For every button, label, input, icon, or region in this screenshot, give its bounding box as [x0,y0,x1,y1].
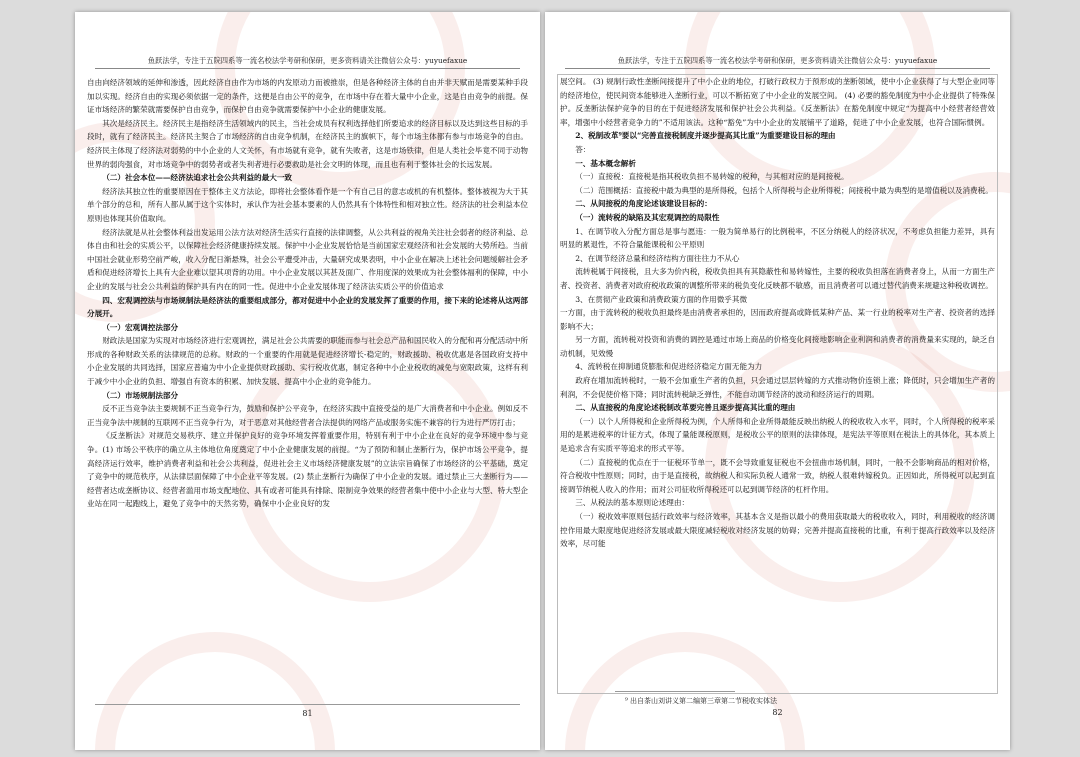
paragraph: 经济法就是从社会整体利益出发运用公法方法对经济生活实行直接的法律调整，从公共利益的视角关注社会弱者的经济利益、总体自由和社会的实质公平，以保障社会经济健康持续发展。保护中小企业发展恰恰是当前国家宏观经济和社会发展的大势所趋。当前中国社会就业形势空前严峻，收入分配日渐悬殊，社会公平遭受冲击，大量研究成果表明，中小企业在解决上述社会问题缓解社会矛盾和促进经济增长上具有大企业难以望其项背的功用。中小企业发展以其甚及面广、作用度深的效果成为社会整体福利的保障，中小企业的发展与社会公共利益的保护具有内在的同一性。促进中小企业发展体现了经济法实质公平的价值追求 [87,227,528,291]
paragraph: 一、基本概念解析 [575,158,636,168]
paragraph: 1、在调节收入分配方面总是事与愿违：一般为简单易行的比例税率，不区分纳税人的经济状况，不考虑负担能力差异，具有明显的累退性，不符合量能课税和公平原则 [560,226,995,250]
paragraph: （一）以个人所得税和企业所得税为例，个人所得和企业所得最能反映出纳税人的税收收入水平，同时，个人所得税的税率采用的是累进税率的计征方式，体现了量能课税原则，是税收公平的原则的法律体现，是宪法平等原则在税法上的具体化，其本质上是追求含有实质平等追求的形式平等。 [560,416,995,454]
page-body [87,76,528,694]
paragraph: （一）宏观调控法部分 [102,322,179,332]
paragraph: 3、在贯彻产业政策和消费政策方面的作用微乎其微 [575,294,748,304]
footnote: ⁹ 出自茶山刘讲义第二编第三章第二节税收实体法 [625,697,778,705]
paragraph: （一）直接税：直接税是指其税收负担不易转嫁的税种，与其相对应的是间接税。 [575,172,849,182]
page-header: 鱼跃法学，专注于五院四系等一流名校法学考研和保研，更多资料请关注微信公众号：yuyuefaxue [147,56,468,65]
footnote-rule [615,691,735,692]
page-number: 82 [772,708,783,717]
paragraph: （二）社会本位——经济法追求社会公共利益的最大一致 [102,173,293,183]
page-header: 鱼跃法学，专注于五院四系等一流名校法学考研和保研，更多资料请关注微信公众号：yuyuefaxue [617,56,938,65]
paragraph: （一）税收效率原则包括行政效率与经济效率，其基本含义是指以最小的费用获取最大的税收收入，同时，利用税收的经济调控作用最大限度地促进经济发展或最大限度减轻税收对经济发展的妨碍；完善并提高直接税的比重，有利于提高行政效率以及经济效率，尽可能 [560,512,995,549]
paragraph: 2、税制改革⁹要以“完善直接税制度并逐步提高其比重”为重要建设目标的理由 [575,131,836,141]
paragraph: 4、流转税在抑制通货膨胀和促进经济稳定方面无能为力 [575,362,763,372]
page-body [557,74,998,694]
paragraph: 流转税属于间接税，且大多为价内税，税收负担具有其隐蔽性和易转嫁性，主要的税收负担落在消费者身上，从而一方面生产者、投资者、消费者对政府税收政策的调整所带来的税负变化反映都不敏感，而且消费者可以通过替代消费来规避这种税收调控。 [560,267,995,290]
paragraph: 三、从税法的基本原则论述理由： [575,498,690,508]
paragraph: 《反垄断法》对规范交易秩序、建立并保护良好的竞争环境发挥着重要作用，特别有利于中小企业在良好的竞争环境中参与竞争。(1) 市场公平秩序的确立从主体地位角度奠定了中小企业健康发展的前提。“为了预防和制止垄断行为，保护市场公平竞争，提高经济运行效率，维护消费者利益和社会公共利益，促进社会主义市场经济健康发展”的立法宗旨确保了市场经济的公平基础，奠定了竞争中的规范秩序，从法律层面保障了中小企业平等发展。(2) 禁止垄断行为确保了中小企业的发展。通过禁止三大垄断行为——经营者达成垄断协议、经营者滥用市场支配地位、具有或者可能具有排除、限制竞争效果的经营者集中使中小企业与大型、特大型企业站在同一起跑线上，避免了竞争中的天然劣势，确保中小企业良好的发 [87,431,528,509]
paragraph: 其次是经济民主。经济民主是指经济生活领域内的民主，当社会成员有权利选择他们所要追求的经济目标以及达到这些目标的手段时，就有了经济民主。经济民主契合了市场经济的自由竞争机制，在经济民主的旗帜下，每个市场主体都有参与市场竞争的自由。经济民主体现了经济法对弱势的中小企业的人文关怀，有市场就有竞争，就有失败者，这是市场铁律，但是人类社会毕竟不同于动物世界的弱肉强食，对市场竞争中的弱势者或者失利者进行必要救助是社会文明的体现，而且也有利于整体社会的长远发展。 [87,118,528,169]
paragraph: 经济法其独立性的重要原因在于整体主义方法论，即将社会整体看作是一个有自己目的意志或机的有机整体。整体被视为大于其单个部分的总和，所有人都从属于这个实体时，承认作为社会基本要素的人仍然具有个体特性和相对独立性。经济法的社会利益本位原则也体现其价值取向。 [87,186,528,223]
paragraph: （二）范围概括：直接税中最为典型的是所得税，包括个人所得税与企业所得税；间接税中最为典型的是增值税以及消费税。 [575,185,993,195]
left-page [75,12,540,750]
paragraph: 答： [575,144,591,154]
paragraph: 二、从间接税的角度论述该建设目标的： [575,199,712,209]
paragraph: 另一方面，流转税对投资和消费的调控是通过市场上商品的价格变化间接地影响企业利润和消费者的消费量来实现的，缺乏自动机制，见效慢 [560,335,995,358]
paragraph: 2、在调节经济总量和经济结构方面往往力不从心 [575,253,740,263]
footer-rule [95,704,520,705]
paragraph: 一方面，由于流转税的税收负担最终是由消费者承担的，因而政府提高或降低某种产品、某一行业的税率对生产者、投资者的选择影响不大； [560,308,995,331]
paragraph: 二、从直接税的角度论述税制改革要完善且逐步提高其比重的理由 [575,403,796,413]
paragraph: （二）直接税的优点在于一征税环节单一，既不会导致重复征税也不会扭曲市场机制，同时，一般不会影响商品的相对价格，符合税收中性原则；同时，由于是直接税，故纳税人和实际负税人通常一致，纳税人很难转嫁税负。正因如此，所得税可以起到直接调节纳税人收入的作用；而对公司征收所得税还可以起到调节经济的杠杆作用。 [560,457,995,494]
paragraph: 财政法是国家为实现对市场经济进行宏观调控，满足社会公共需要的职能而参与社会总产品和国民收入的分配和再分配活动中所形成的各种财政关系的法律规范的总称。财政的一个重要的作用就是促进经济增长-稳定的，财政援助、税收优惠是各国政府支持中小企业发展的共同选择，国家应普遍为中小企业提供财政援助、实行税收优惠，制定各种中小企业税收的减免与宽限政策，这样有利于减少中小企业的负担、增强自有资本的积累、加快发展、提高中小企业的竞争能力。 [87,336,528,387]
paragraph: 反不正当竞争法主要规制不正当竞争行为，鼓励和保护公平竞争，在经济实践中直接受益的是广大消费者和中小企业。例如反不正当竞争法中规制的互联网不正当竞争行为，对于恶意对其他经营者合法提供的网络产品或服务实施不兼容的行为进行严厉打击； [87,404,528,427]
right-page [545,12,1010,750]
paragraph: （一）流转税的缺陷及其宏观调控的局限性 [575,212,720,222]
paragraph: 自由向经济领域的延伸和渗透，因此经济自由作为市场的内发原动力而被推崇，但是各种经济主体的自由并非天赋而是需要某种手段加以实现。经济自由的实现必须依据一定的条件，这便是自由公平的竞争，在市场中存在着大量中小企业，这是自由竞争的前提。保证市场经济的繁荣就需要保护自由竞争，而保护自由竞争就需要保护中小企业的健康发展。 [87,78,528,115]
page-number: 81 [302,709,313,718]
header-rule [95,68,520,69]
paragraph: 展空间。 (3) 规制行政性垄断间接提升了中小企业的地位，打破行政权力于预形成的垄断领域，使中小企业获得了与大型企业同等的经济地位，使民间资本能够进入垄断行业，可以不断拓宽了中小企业的发展空间。 (4) 必要的豁免制度为中小企业提供了特殊保护。反垄断法保护竞争的目的在于促进经济发展和保护社会公共利益。《反垄断法》在豁免制度中规定“为提高中小经营者经营效率，增强中小经营者竞争力的”不适用该法。这种“豁免”为中小企业的发展铺平了道路，促进了中小企业发展，也符合国际惯例。 [560,77,995,127]
paragraph: 政府在增加流转税时，一般不会加重生产者的负担，只会通过层层转嫁的方式推动物价连锁上涨；降低时，只会增加生产者的利润，不会促使价格下降；同时流转税缺乏弹性，不能自动调节经济的波动和经济运行的周期。 [560,376,995,399]
paragraph: 四、宏观调控法与市场规制法是经济法的重要组成部分，都对促进中小企业的发展发挥了重要的作用，接下来的论述将从这两部分展开。 [87,295,528,319]
paragraph: （二）市场规制法部分 [102,390,179,400]
header-rule [565,68,990,69]
